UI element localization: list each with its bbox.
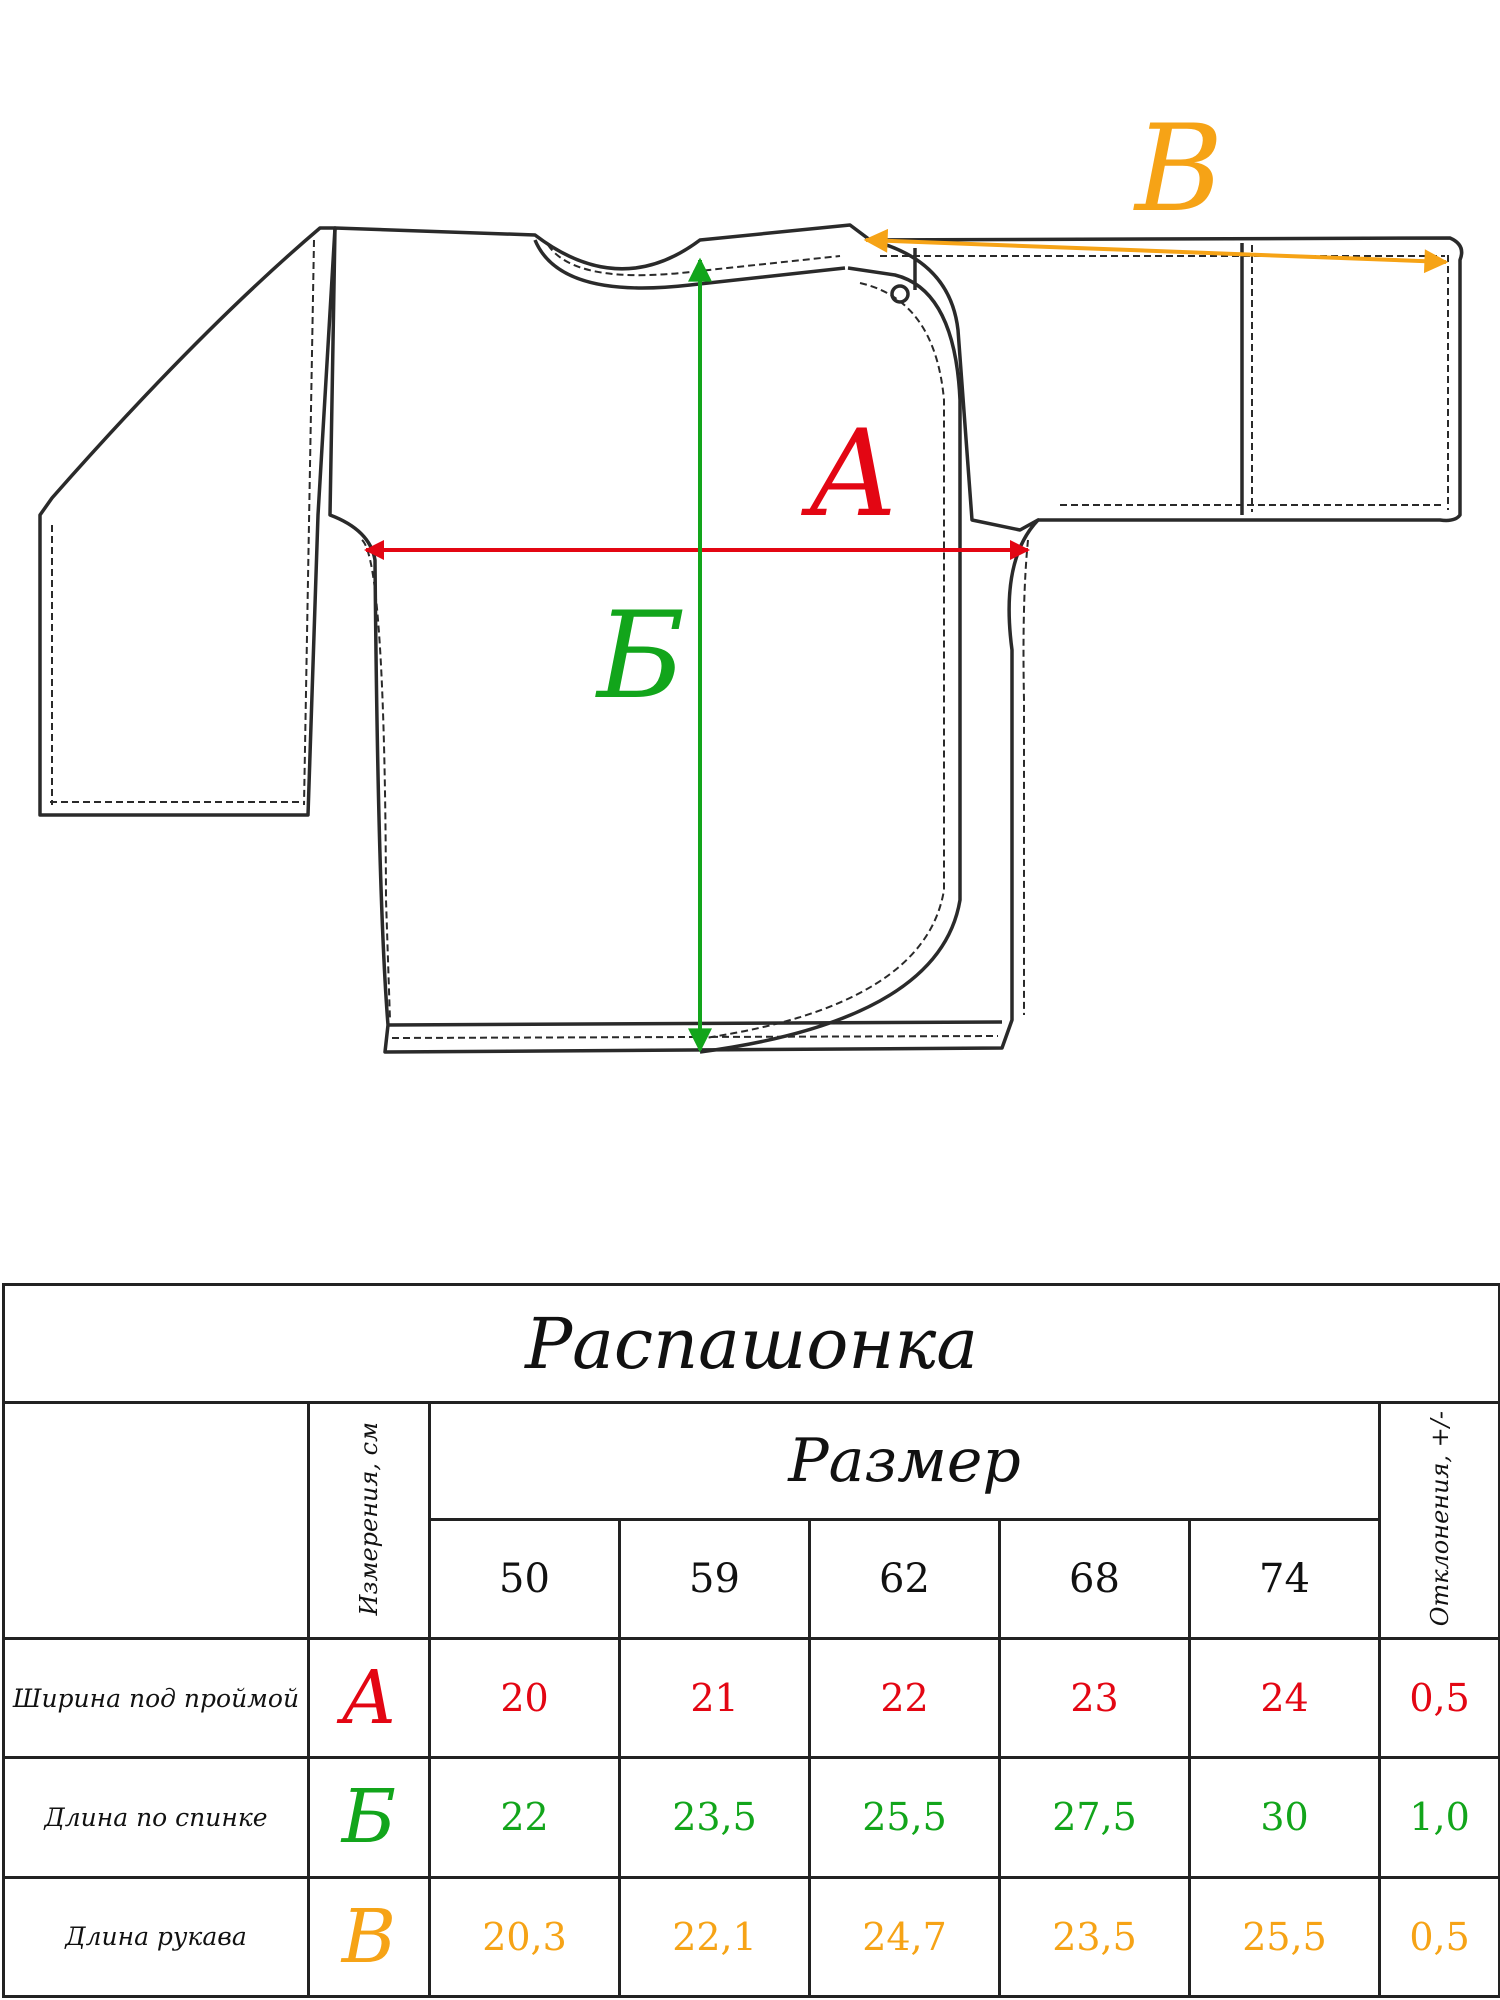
size-header: Размер xyxy=(430,1403,1380,1519)
row-label: Ширина под проймой xyxy=(4,1638,309,1757)
size-cell: 74 xyxy=(1190,1519,1380,1638)
garment-outline xyxy=(40,225,1462,1052)
value-cell: 24,7 xyxy=(810,1877,1000,1996)
measure-a-label: А xyxy=(808,405,899,544)
measure-header xyxy=(309,1403,430,1639)
neck-band-inner xyxy=(548,245,840,275)
value-cell: 20 xyxy=(430,1638,620,1757)
left-sleeve-seam xyxy=(50,240,314,805)
value-cell: 27,5 xyxy=(1000,1758,1190,1877)
snap-button xyxy=(892,286,908,302)
side-seam-right xyxy=(1024,540,1029,1015)
table-row-a xyxy=(4,1638,1500,1757)
tolerance-cell: 0,5 xyxy=(1380,1638,1500,1757)
table-row-b xyxy=(4,1758,1500,1877)
wrap-placket xyxy=(700,268,960,1052)
value-cell: 23,5 xyxy=(620,1758,810,1877)
tolerance-header-text: Отклонения, +/- xyxy=(1425,1411,1454,1627)
tolerance-cell: 0,5 xyxy=(1380,1877,1500,1996)
value-cell: 23 xyxy=(1000,1638,1190,1757)
measure-v-arrow xyxy=(866,240,1446,262)
row-letter: Б xyxy=(309,1758,430,1877)
value-cell: 30 xyxy=(1190,1758,1380,1877)
value-cell: 22 xyxy=(810,1638,1000,1757)
size-cell: 68 xyxy=(1000,1519,1190,1638)
left-sleeve xyxy=(40,228,335,815)
size-cell: 59 xyxy=(620,1519,810,1638)
value-cell: 21 xyxy=(620,1638,810,1757)
tolerance-cell: 1,0 xyxy=(1380,1758,1500,1877)
measure-header-text: Измерения, см xyxy=(355,1421,383,1616)
table-row-v xyxy=(4,1877,1500,1996)
row-label: Длина по спинке xyxy=(4,1758,309,1877)
value-cell: 23,5 xyxy=(1000,1877,1190,1996)
size-chart-table xyxy=(2,1283,1500,1998)
value-cell: 20,3 xyxy=(430,1877,620,1996)
value-cell: 25,5 xyxy=(810,1758,1000,1877)
empty-corner-cell xyxy=(4,1403,309,1639)
size-cell: 62 xyxy=(810,1519,1000,1638)
row-letter: В xyxy=(309,1877,430,1996)
cuff-stitch xyxy=(880,245,1448,512)
value-cell: 24 xyxy=(1190,1638,1380,1757)
row-letter: А xyxy=(309,1638,430,1757)
value-cell: 22,1 xyxy=(620,1877,810,1996)
value-cell: 22 xyxy=(430,1758,620,1877)
row-label: Длина рукава xyxy=(4,1877,309,1996)
tolerance-header xyxy=(1380,1403,1500,1639)
value-cell: 25,5 xyxy=(1190,1877,1380,1996)
table-title: Распашонка xyxy=(4,1285,1500,1403)
hem-band xyxy=(388,1022,1002,1025)
measure-b-label: Б xyxy=(597,587,686,726)
hem-stitch xyxy=(392,1036,998,1038)
size-cell: 50 xyxy=(430,1519,620,1638)
wrap-placket-inner xyxy=(705,283,944,1038)
measure-v-label: В xyxy=(1135,100,1224,239)
